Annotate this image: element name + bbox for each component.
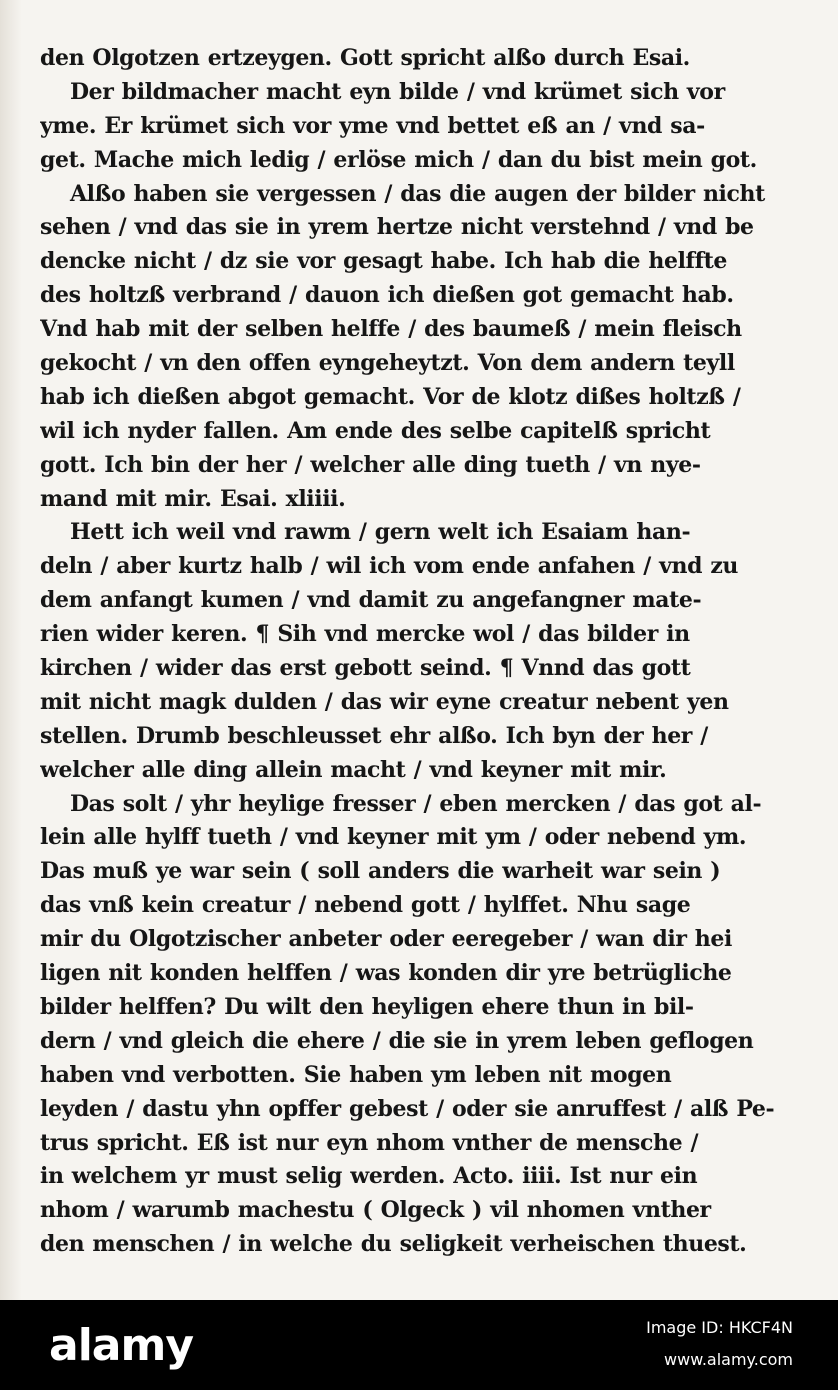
text-line: ligen nit konden helffen / was konden dir yre betrügliche [40,960,732,987]
text-line: yme. Er krümet sich vor yme vnd bettet eß an / vnd sa- [40,112,705,139]
text-line: nhom / warumb machestu ( Olgeck ) vil nhomen vnther [40,1197,711,1224]
text-line: haben vnd verbotten. Sie haben ym leben nit mogen [40,1061,672,1088]
text-line: get. Mache mich ledig / erlöse mich / dan du bist mein got. [40,146,757,173]
text-line: Das solt / yhr heylige fresser / eben mercken / das got al- [70,790,762,817]
text-line: leyden / dastu yhn opffer gebest / oder sie anruffest / alß Pe- [40,1095,775,1122]
text-line: Alßo haben sie vergessen / das die augen der bilder nicht [70,180,765,207]
text-line: gekocht / vn den offen eyngeheytzt. Von dem andern teyll [40,350,735,377]
text-line: trus spricht. Eß ist nur eyn nhom vnther de mensche / [40,1129,699,1156]
text-line: dencke nicht / dz sie vor gesagt habe. Ich hab die helffte [40,248,728,275]
text-line: den Olgotzen ertzeygen. Gott spricht alßo durch Esai. [40,45,690,71]
text-line: stellen. Drumb beschleusset ehr alßo. Ich byn der her / [40,722,708,749]
text-line: rien wider keren. ¶ Sih vnd mercke wol / das bilder in [40,621,690,648]
text-line: deln / aber kurtz halb / wil ich vom ende anfahen / vnd zu [40,553,739,580]
text-line: des holtzß verbrand / dauon ich dießen got gemacht hab. [40,282,734,309]
text-line: den menschen / in welche du seligkeit verheischen thuest. [40,1231,747,1258]
text-line: kirchen / wider das erst gebott seind. ¶ Vnnd das gott [40,655,691,682]
text-line: Das muß ye war sein ( soll anders die warheit war sein ) [40,858,721,885]
text-line: mir du Olgotzischer anbeter oder eeregeber / wan dir hei [40,926,732,953]
text-line: Der bildmacher macht eyn bilde / vnd krümet sich vor [70,78,725,105]
text-line: wil ich nyder fallen. Am ende des selbe capitelß spricht [40,417,711,444]
text-line: gott. Ich bin der her / welcher alle ding tueth / vn nye- [40,451,701,478]
image-id-label: Image ID: HKCF4N [646,1318,793,1337]
text-line: mit nicht magk dulden / das wir eyne creatur nebent yen [40,688,729,715]
text-line: welcher alle ding allein macht / vnd keyner mit mir. [40,756,667,783]
text-block [40,42,800,1262]
text-line: hab ich dießen abgot gemacht. Vor de klotz dißes holtzß / [40,383,741,410]
text-line: dem anfangt kumen / vnd damit zu angefangner mate- [40,587,702,614]
text-line: sehen / vnd das sie in yrem hertze nicht verstehnd / vnd be [40,214,754,241]
alamy-logo: alamy [49,1320,193,1371]
site-url-label: www.alamy.com [664,1350,793,1369]
text-line: bilder helffen? Du wilt den heyligen ehere thun in bil- [40,993,694,1020]
text-line: dern / vnd gleich die ehere / die sie in yrem leben geflogen [40,1027,754,1054]
text-line: Vnd hab mit der selben helffe / des baumeß / mein fleisch [40,316,742,343]
text-line: lein alle hylff tueth / vnd keyner mit ym / oder nebend ym. [40,824,747,851]
text-line: das vnß kein creatur / nebend gott / hylffet. Nhu sage [40,892,691,919]
text-line: mand mit mir. Esai. xliiii. [40,485,346,512]
text-line: in welchem yr must selig werden. Acto. iiii. Ist nur ein [40,1163,698,1190]
text-line: Hett ich weil vnd rawm / gern welt ich Esaiam han- [70,519,691,546]
watermark-footer [0,1300,838,1390]
